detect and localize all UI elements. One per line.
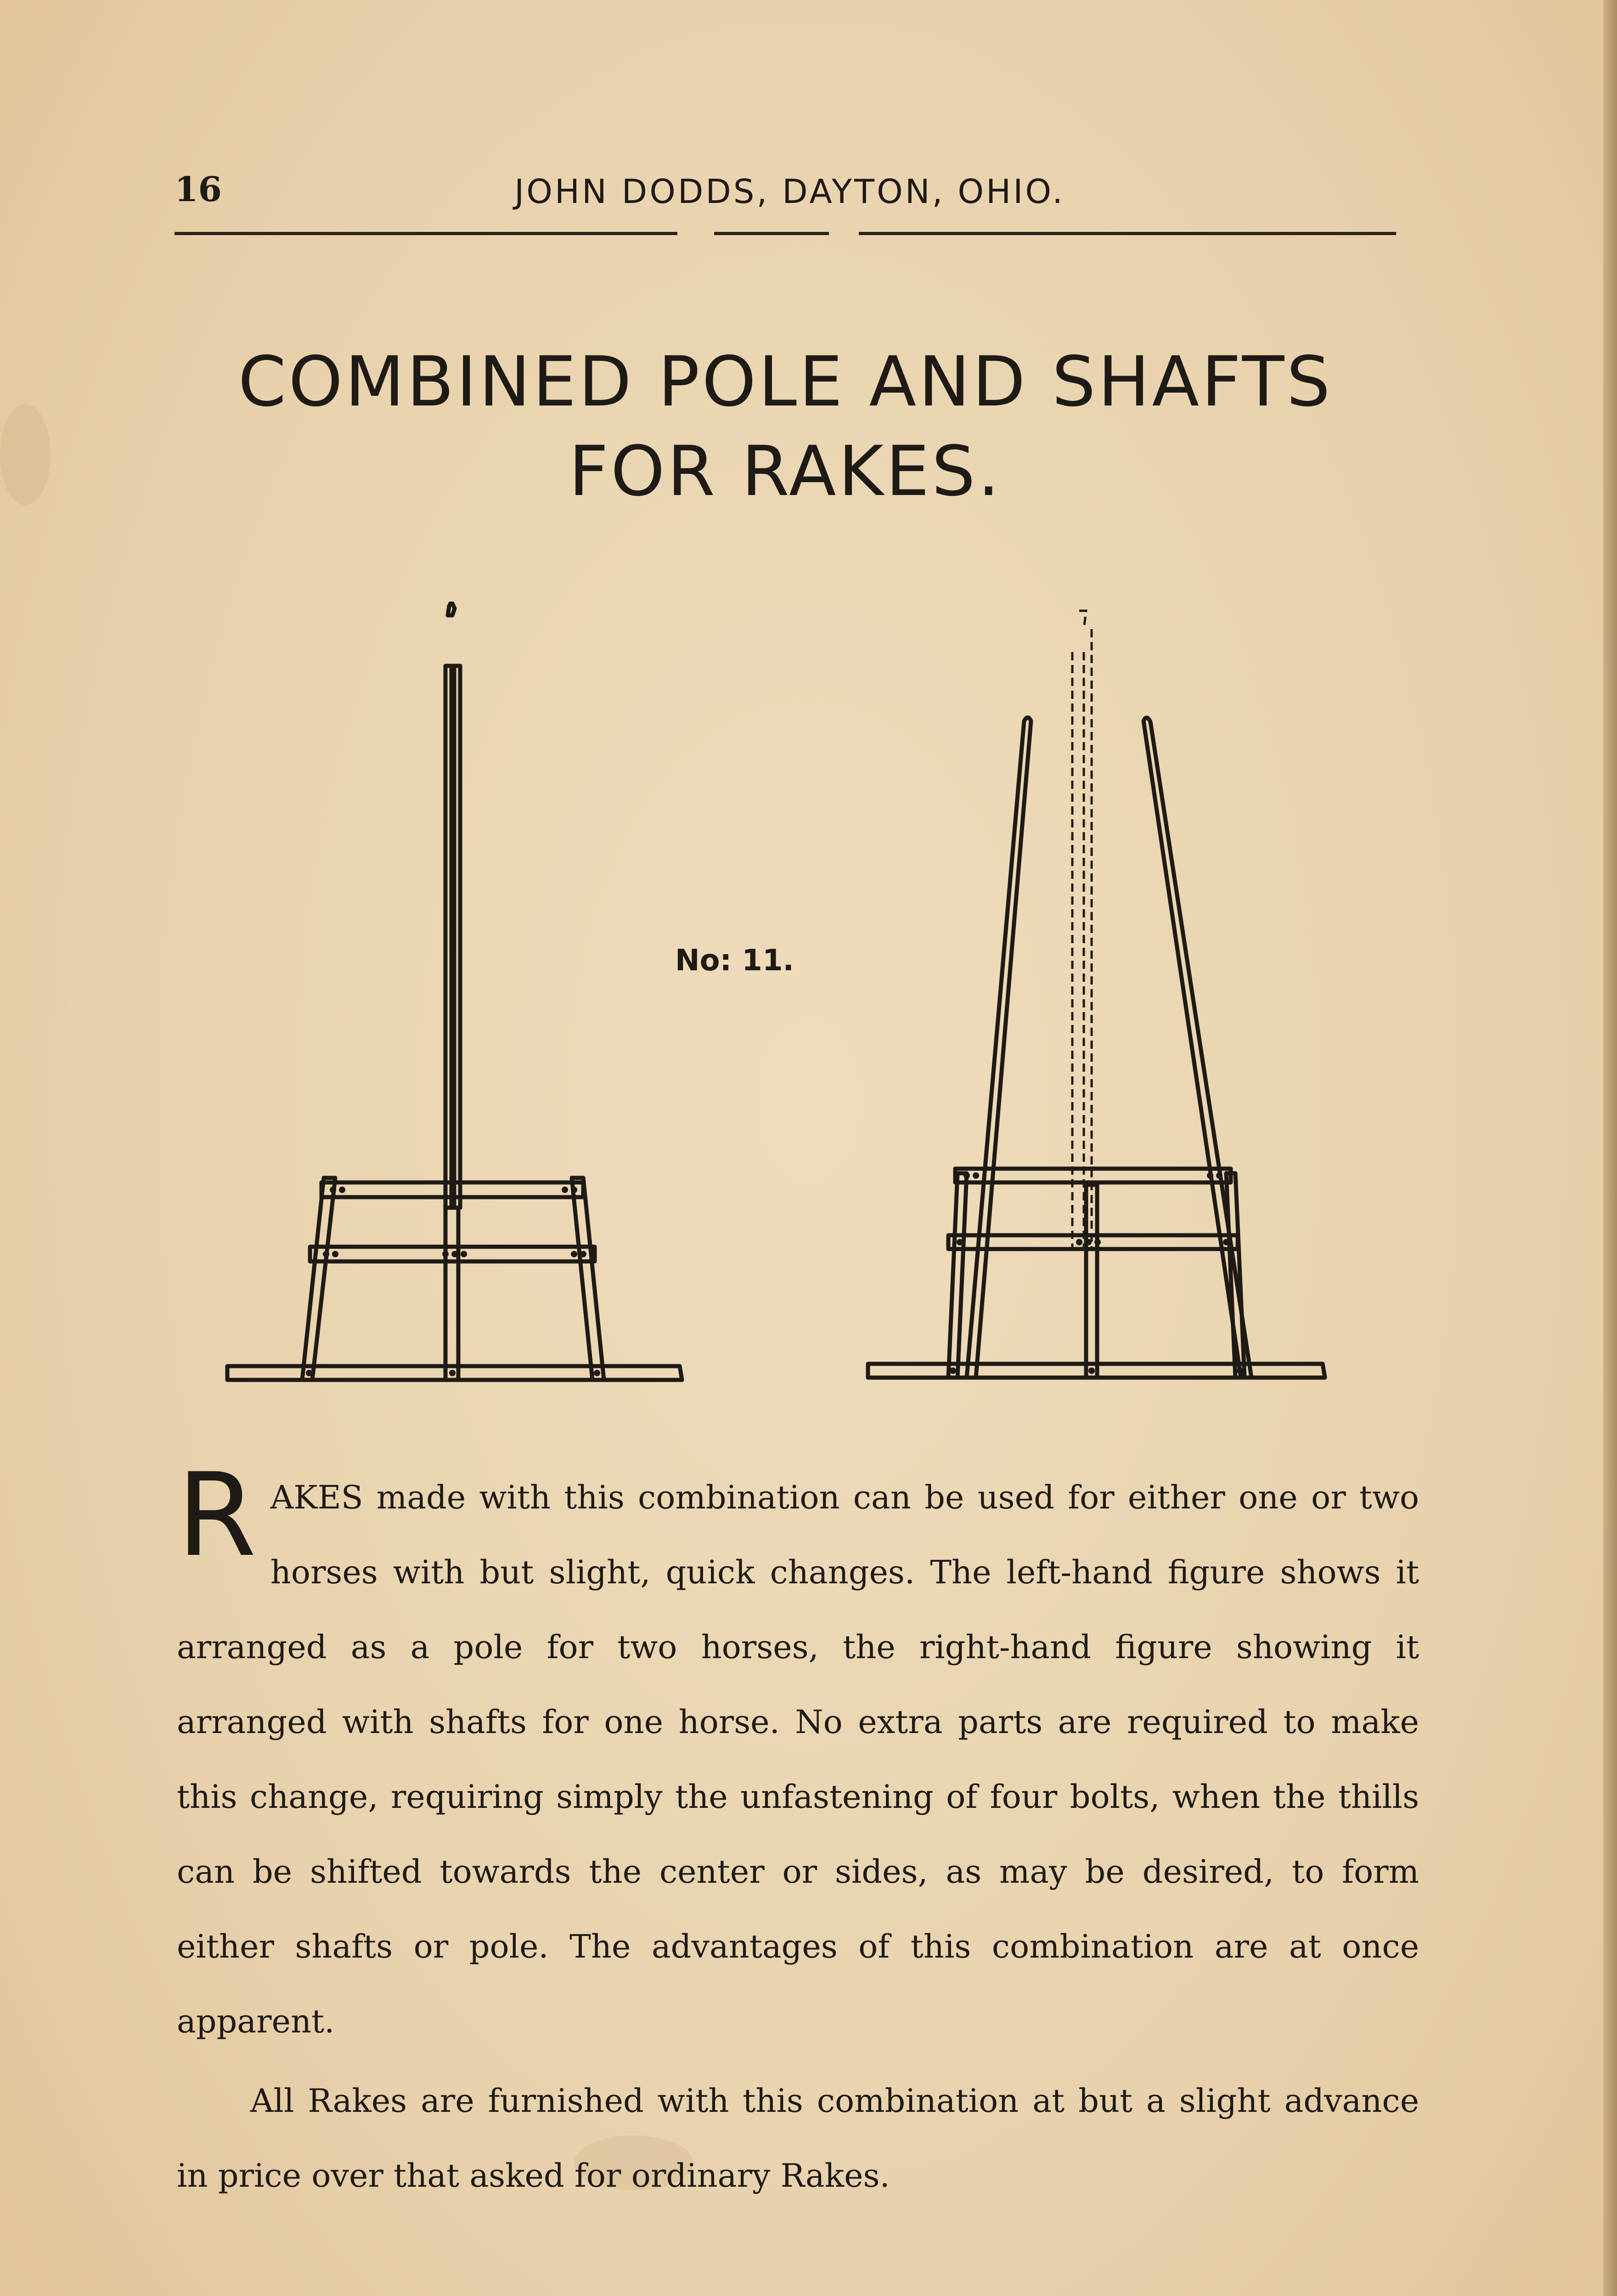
page-number: 16 xyxy=(175,170,222,209)
center-strut xyxy=(445,1208,458,1380)
upper-crossbar xyxy=(955,1169,1231,1182)
left-strut xyxy=(302,1178,335,1380)
model-number-label: No: 11. xyxy=(675,944,794,978)
left-post xyxy=(948,1173,967,1378)
running-title: JOHN DODDS, DAYTON, OHIO. xyxy=(514,172,1065,211)
paragraph-1-text: AKES made with this combination can be used for either one or two horses with but slight, quick changes. The left-hand figure shows it arranged as a pole for two horses, the right-hand figure showing it arranged with shafts for one horse. No extra parts are required to make this change, requiring simply the unfastening of four bolts, when the thills can be shifted towards the center or sides, as may be desired, to form either shafts or pole. The advantages of this combination are at once apparent. xyxy=(177,1479,1419,2040)
shafts-arrangement-illustration xyxy=(863,602,1332,1396)
pole-tip xyxy=(448,602,455,615)
pole-center-line xyxy=(451,666,454,1208)
body-text xyxy=(177,1448,1419,2213)
page-edge xyxy=(1603,0,1617,2296)
header-rule xyxy=(859,232,1396,235)
right-shaft xyxy=(1144,718,1251,1378)
left-shaft xyxy=(967,718,1031,1378)
page-title xyxy=(175,338,1396,517)
header-rule xyxy=(175,232,677,235)
dashed-pole-outline xyxy=(1072,611,1092,1249)
header-rule xyxy=(714,232,829,235)
drop-cap: R xyxy=(177,1448,257,1582)
right-strut xyxy=(572,1178,604,1380)
paragraph-1 xyxy=(177,1448,1419,2059)
lower-crossbar xyxy=(948,1235,1238,1249)
paragraph-2: All Rakes are furnished with this combination at but a slight advance in price over that asked for ordinary Rakes. xyxy=(177,2082,1419,2195)
paper-stain xyxy=(0,404,51,505)
title-line-1: COMBINED POLE AND SHAFTS xyxy=(238,342,1333,422)
pole-arrangement-illustration xyxy=(220,602,689,1396)
title-line-2: FOR RAKES. xyxy=(569,432,1002,512)
